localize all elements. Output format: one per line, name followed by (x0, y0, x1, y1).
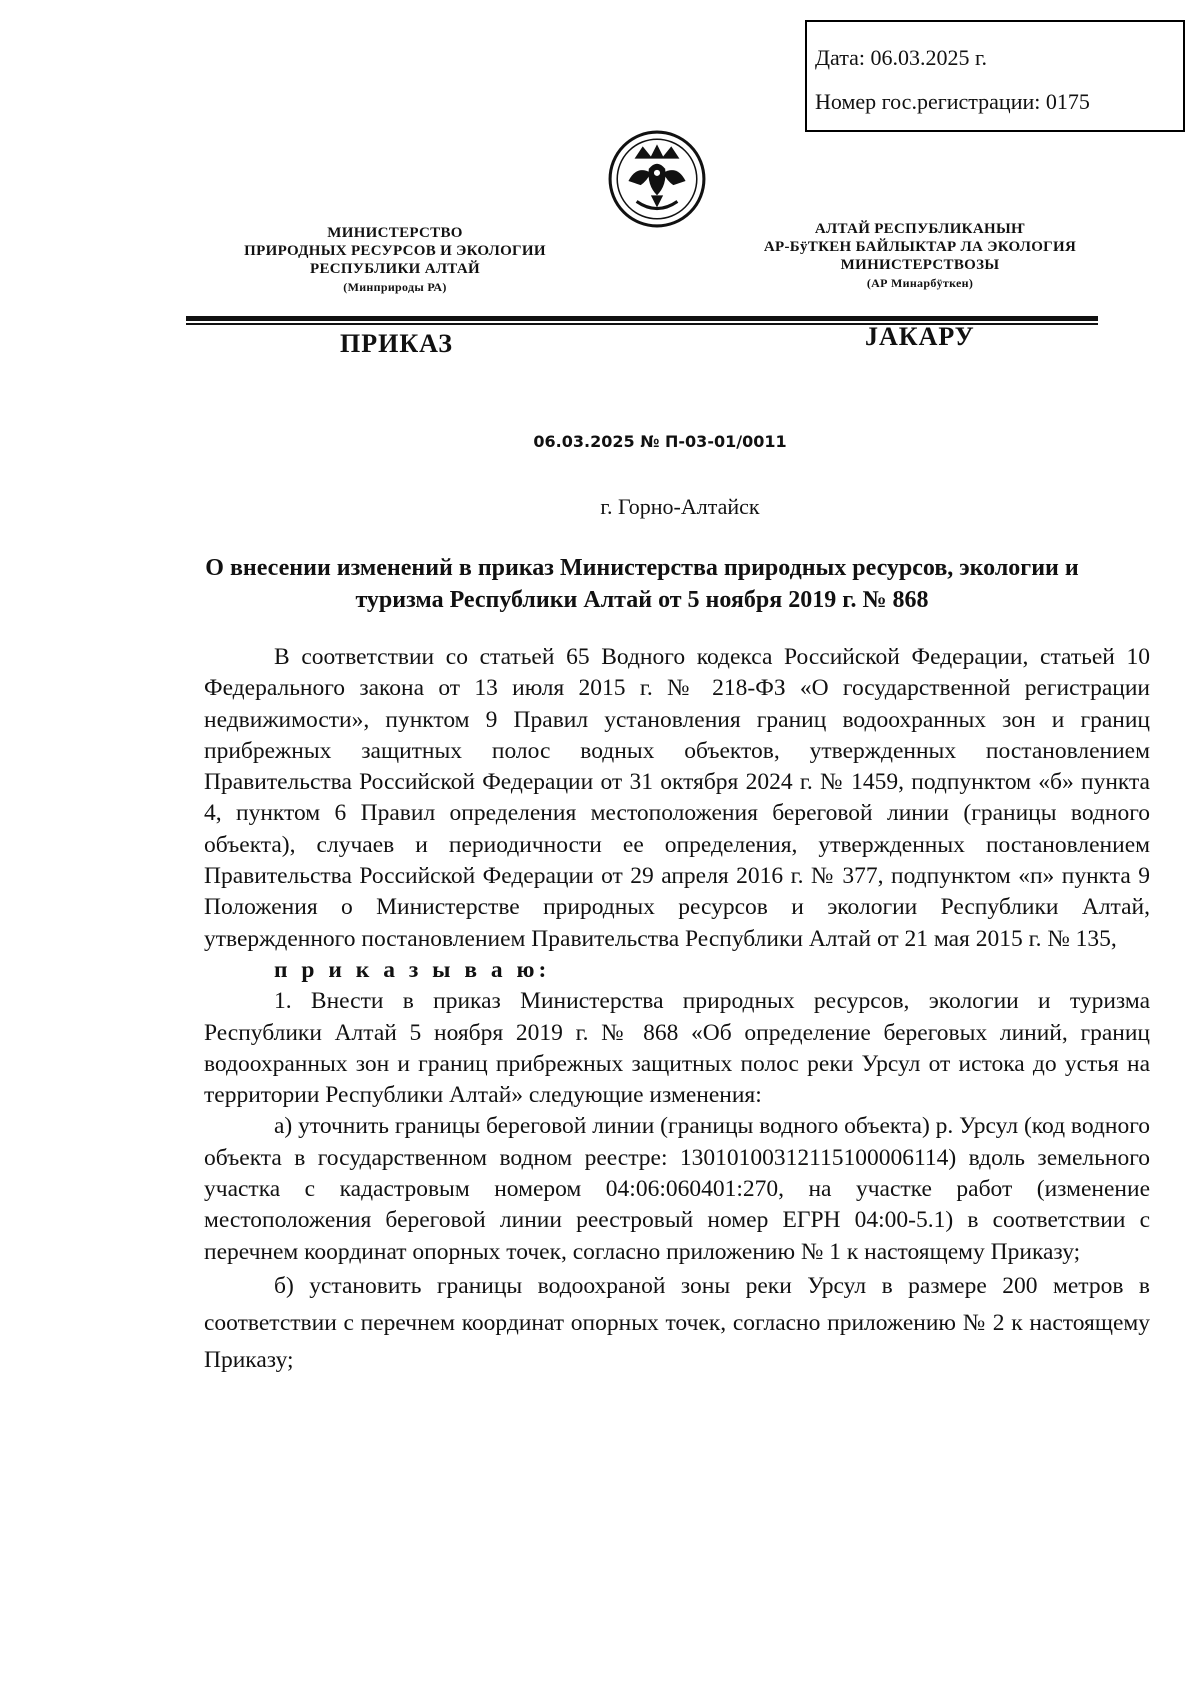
ministry-header-alt (720, 220, 1120, 292)
header-divider-thick (186, 316, 1098, 321)
header-alt-line: АР-БÿТКЕН БАЙЛЫКТАР ЛА ЭКОЛОГИЯ (763, 239, 1077, 255)
header-alt-line: АЛТАЙ РЕСПУБЛИКАНЫҤ (814, 221, 1026, 237)
header-ru-line: ПРИРОДНЫХ РЕСУРСОВ И ЭКОЛОГИИ (244, 243, 546, 259)
document-title: О внесении изменений в приказ Министерства природных ресурсов, экологии и туризма Республики Алтай от 5 ноября 2019 г. № 868 (205, 555, 1079, 613)
header-ru-line: (Минприроды РА) (343, 280, 447, 294)
registration-date: Дата: 06.03.2025 г. (815, 45, 988, 70)
registration-box (805, 20, 1185, 132)
coat-of-arms-emblem (606, 128, 708, 230)
document-number: 06.03.2025 № П-03-01/0011 (533, 432, 787, 451)
header-ru-line: РЕСПУБЛИКИ АЛТАЙ (310, 261, 480, 277)
ministry-header-ru (210, 224, 580, 296)
header-alt-line: МИНИСТЕРСТВОЗЫ (840, 257, 1000, 273)
header-ru-line: МИНИСТЕРСТВО (327, 225, 463, 241)
document-body (204, 642, 1150, 1379)
clause-1: 1. Внести в приказ Министерства природных ресурсов, экологии и туризма Республики Алтай 5 ноября 2019 г. № 868 «Об определение береговых линий, границ водоохранных зон и границ прибрежных защитных полос реки Урсул от истока до устья на территории Республики Алтай» следующие изменения: (204, 988, 1150, 1109)
clause-1a: а) уточнить границы береговой линии (границы водного объекта) р. Урсул (код водного объекта в государственном водном реестре: 13010100312115100006114) вдоль земельного участка с кадастровым номером 04:06:060401:270, на участке работ (изменение местоположения береговой линии реестровый номер ЕГРН 04:00-5.1) в соответствии с перечнем координат опорных точек, согласно приложению № 1 к настоящему Приказу; (204, 1113, 1150, 1265)
order-label-alt: JАКАРУ (865, 322, 975, 351)
document-city: г. Горно-Алтайск (600, 494, 760, 519)
header-alt-line: (АР Минарбÿткен) (866, 276, 974, 290)
registration-number: Номер гос.регистрации: 0175 (815, 89, 1090, 114)
preamble-paragraph: В соответствии со статьей 65 Водного кодекса Российской Федерации, статьей 10 Федерального закона от 13 июля 2015 г. № 218-ФЗ «О государственной регистрации недвижимости», пунктом 9 Правил установления границ водоохранных зон и границ прибрежных защитных полос водных объектов, утвержденных постановлением Правительства Российской Федерации от 31 октября 2024 г. № 1459, подпунктом «б» пункта 4, пунктом 6 Правил определения местоположения береговой линии (границы водного объекта), случаев и периодичности ее определения, утвержденных постановлением Правительства Российской Федерации от 29 апреля 2016 г. № 377, подпунктом «п» пункта 9 Положения о Министерстве природных ресурсов и экологии Республики Алтай, утвержденного постановлением Правительства Республики Алтай от 21 мая 2015 г. № 135, (204, 644, 1150, 952)
decree-word: п р и к а з ы в а ю: (274, 956, 551, 983)
order-label-ru: ПРИКАЗ (340, 329, 454, 358)
clause-1b: б) установить границы водоохраной зоны реки Урсул в размере 200 метров в соответствии с перечнем координат опорных точек, согласно приложению № 2 к настоящему Приказу; (204, 1272, 1150, 1373)
